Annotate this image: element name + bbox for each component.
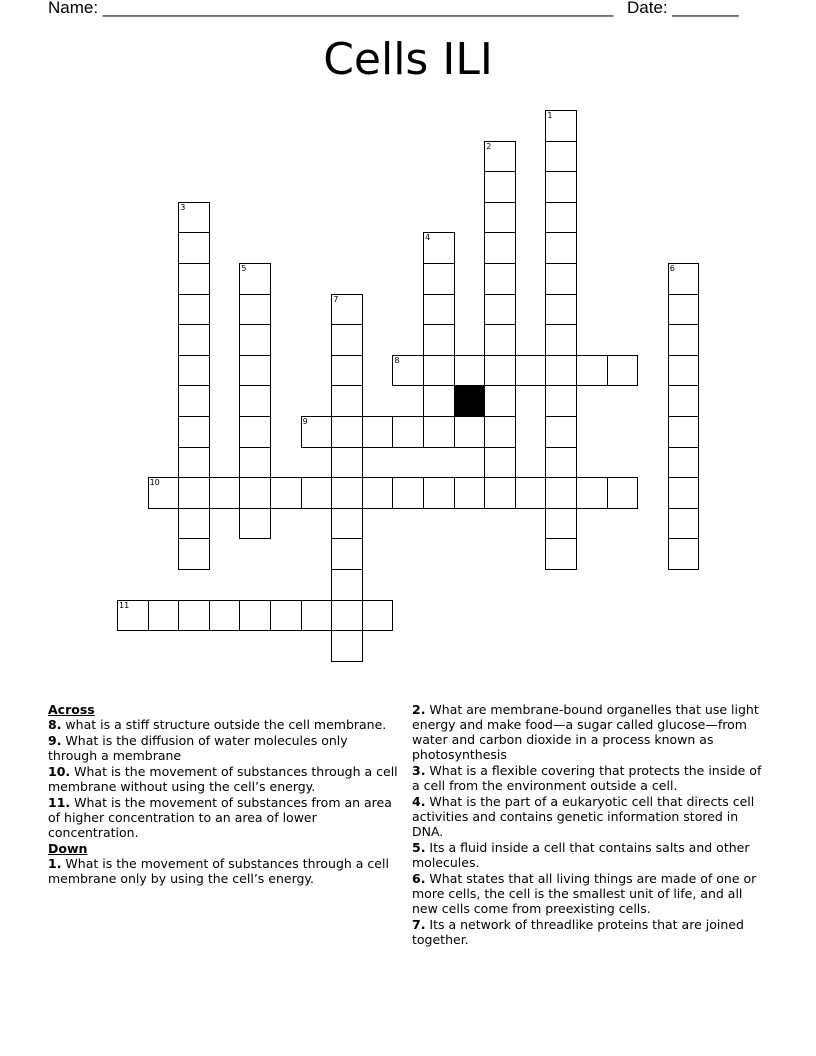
across-clue (48, 795, 398, 840)
grid-cell[interactable] (148, 600, 180, 632)
grid-cell[interactable] (239, 416, 271, 448)
grid-cell[interactable] (178, 232, 210, 264)
grid-cell[interactable] (331, 569, 363, 601)
grid-cell[interactable] (239, 477, 271, 509)
clue-number: 9. (48, 733, 62, 748)
grid-cell[interactable] (668, 477, 700, 509)
grid-cell[interactable] (178, 355, 210, 387)
down-clue-list (48, 856, 398, 886)
grid-cell[interactable] (545, 477, 577, 509)
name-field[interactable]: Name: ______________________________________________________ (48, 0, 614, 17)
clue-number-9: 9 (302, 417, 308, 426)
grid-cell[interactable] (545, 355, 577, 387)
clue-text: What is the movement of substances from an area of higher concentration to an area of lower concentration. (48, 795, 392, 840)
grid-cell[interactable] (668, 294, 700, 326)
grid-cell[interactable] (423, 294, 455, 326)
grid-cell[interactable] (331, 355, 363, 387)
grid-cell[interactable] (484, 232, 516, 264)
grid-cell[interactable] (239, 600, 271, 632)
clue-text: What is a flexible covering that protects the inside of a cell from the environment outside a cell. (412, 763, 762, 793)
clue-number-11: 11 (119, 600, 130, 610)
clues-right-column (412, 702, 772, 948)
grid-cell[interactable] (331, 416, 363, 448)
grid-cell[interactable] (331, 385, 363, 417)
grid-cell[interactable] (484, 447, 516, 479)
grid-cell[interactable] (545, 202, 577, 234)
across-clue-list (48, 717, 398, 840)
down-clue (48, 856, 398, 886)
grid-cell[interactable] (178, 385, 210, 417)
clue-number-4: 4 (425, 233, 431, 243)
clues-left-column (48, 702, 398, 887)
grid-cell[interactable] (423, 355, 455, 387)
grid-cell[interactable] (178, 538, 210, 570)
grid-cell[interactable] (545, 447, 577, 479)
across-clue (48, 733, 398, 763)
down-clue (412, 871, 772, 916)
grid-cell[interactable] (454, 416, 486, 448)
grid-cell[interactable] (301, 600, 333, 632)
grid-cell[interactable] (484, 416, 516, 448)
grid-cell[interactable] (515, 477, 547, 509)
grid-cell[interactable] (668, 385, 700, 417)
clue-text: What is the diffusion of water molecules only through a membrane (48, 733, 348, 763)
down-clue (412, 763, 772, 793)
across-clue (48, 764, 398, 794)
grid-cell[interactable] (362, 416, 394, 448)
clue-number: 5. (412, 840, 426, 855)
clue-number-1: 1 (547, 111, 553, 120)
clue-number-8: 8 (394, 355, 400, 365)
grid-cell[interactable] (668, 416, 700, 448)
grid-cell[interactable] (423, 477, 455, 509)
grid-cell[interactable] (668, 538, 700, 570)
grid-cell[interactable] (178, 508, 210, 540)
grid-cell[interactable] (484, 324, 516, 356)
grid-cell[interactable] (331, 324, 363, 356)
across-clue (48, 717, 398, 732)
down-clue (412, 840, 772, 870)
grid-cell[interactable] (239, 508, 271, 540)
grid-cell[interactable] (668, 324, 700, 356)
grid-cell[interactable] (545, 508, 577, 540)
grid-cell[interactable] (423, 324, 455, 356)
grid-cell[interactable] (362, 600, 394, 632)
clue-number: 2. (412, 702, 426, 717)
clue-text: What are membrane-bound organelles that use light energy and make food—a sugar called glucose—from water and carbon dioxide in a process known as photosynthesis (412, 702, 759, 762)
grid-cell[interactable] (301, 477, 333, 509)
clue-number: 8. (48, 717, 62, 732)
grid-cell[interactable] (454, 477, 486, 509)
clue-number: 7. (412, 917, 426, 932)
grid-cell[interactable] (331, 508, 363, 540)
puzzle-title: Cells ILI (323, 34, 493, 85)
grid-cell[interactable] (545, 294, 577, 326)
grid-cell[interactable] (668, 355, 700, 387)
grid-cell[interactable] (484, 171, 516, 203)
grid-cell[interactable] (392, 477, 424, 509)
grid-cell[interactable] (209, 477, 241, 509)
clue-text: Its a fluid inside a cell that contains salts and other molecules. (412, 840, 750, 870)
grid-cell[interactable] (545, 232, 577, 264)
grid-cell[interactable] (484, 477, 516, 509)
grid-cell[interactable] (545, 538, 577, 570)
grid-cell[interactable] (454, 355, 486, 387)
grid-cell[interactable] (668, 508, 700, 540)
grid-cell[interactable] (178, 416, 210, 448)
clue-text: What states that all living things are made of one or more cells, the cell is the smallest unit of life, and all new cells come from preexisting cells. (412, 871, 757, 916)
grid-cell[interactable] (178, 324, 210, 356)
grid-cell[interactable] (484, 385, 516, 417)
clue-text: Its a network of threadlike proteins that are joined together. (412, 917, 744, 947)
clue-number-7: 7 (333, 294, 339, 304)
grid-cell[interactable] (423, 416, 455, 448)
grid-cell[interactable] (178, 447, 210, 479)
grid-cell[interactable] (239, 294, 271, 326)
down-clue-list-continued (412, 702, 772, 947)
across-heading: Across (48, 702, 95, 717)
grid-cell[interactable] (423, 263, 455, 295)
grid-cell[interactable] (270, 477, 302, 509)
grid-cell[interactable] (668, 447, 700, 479)
down-clue (412, 917, 772, 947)
grid-cell[interactable] (362, 477, 394, 509)
clue-number-6: 6 (669, 264, 675, 273)
grid-cell[interactable] (178, 477, 210, 509)
grid-cell[interactable] (392, 416, 424, 448)
down-clue (412, 702, 772, 762)
grid-cell[interactable] (270, 600, 302, 632)
grid-cell[interactable] (209, 600, 241, 632)
clue-number-2: 2 (486, 141, 492, 151)
grid-cell[interactable] (607, 355, 639, 387)
clue-text: What is the movement of substances through a cell membrane only by using the cell’s energy. (48, 856, 389, 886)
grid-cell[interactable] (545, 141, 577, 173)
date-field[interactable]: Date: _______ (627, 0, 739, 17)
grid-cell[interactable] (576, 355, 608, 387)
grid-cell[interactable] (545, 171, 577, 203)
clue-text: What is the movement of substances through a cell membrane without using the cell’s energy. (48, 764, 398, 794)
clue-number: 11. (48, 795, 71, 810)
clue-number: 6. (412, 871, 426, 886)
grid-cell[interactable] (484, 202, 516, 234)
grid-cell[interactable] (484, 294, 516, 326)
grid-cell[interactable] (423, 385, 455, 417)
grid-cell[interactable] (331, 538, 363, 570)
grid-cell[interactable] (545, 263, 577, 295)
clue-number: 4. (412, 794, 426, 809)
grid-cell[interactable] (239, 355, 271, 387)
grid-cell[interactable] (239, 385, 271, 417)
clue-number: 3. (412, 763, 426, 778)
grid-cell[interactable] (545, 416, 577, 448)
grid-cell[interactable] (484, 355, 516, 387)
grid-cell[interactable] (607, 477, 639, 509)
clue-number-10: 10 (149, 478, 160, 488)
grid-cell[interactable] (178, 294, 210, 326)
clue-number-3: 3 (180, 202, 186, 212)
grid-cell[interactable] (545, 324, 577, 356)
grid-cell[interactable] (239, 324, 271, 356)
clue-text: what is a stiff structure outside the cell membrane. (61, 717, 387, 732)
grid-cell[interactable] (331, 447, 363, 479)
grid-cell[interactable] (331, 630, 363, 662)
grid-cell[interactable] (239, 447, 271, 479)
down-clue (412, 794, 772, 839)
grid-cell[interactable] (576, 477, 608, 509)
clue-number-5: 5 (241, 264, 247, 273)
down-heading: Down (48, 841, 88, 856)
grid-black-square (454, 385, 486, 417)
clue-number: 10. (48, 764, 71, 779)
clue-number: 1. (48, 856, 62, 871)
grid-cell[interactable] (545, 385, 577, 417)
clue-text: What is the part of a eukaryotic cell that directs cell activities and contains genetic information stored in DNA. (412, 794, 755, 839)
grid-cell[interactable] (178, 600, 210, 632)
grid-cell[interactable] (331, 600, 363, 632)
grid-cell[interactable] (484, 263, 516, 295)
grid-cell[interactable] (178, 263, 210, 295)
grid-cell[interactable] (515, 355, 547, 387)
grid-cell[interactable] (331, 477, 363, 509)
